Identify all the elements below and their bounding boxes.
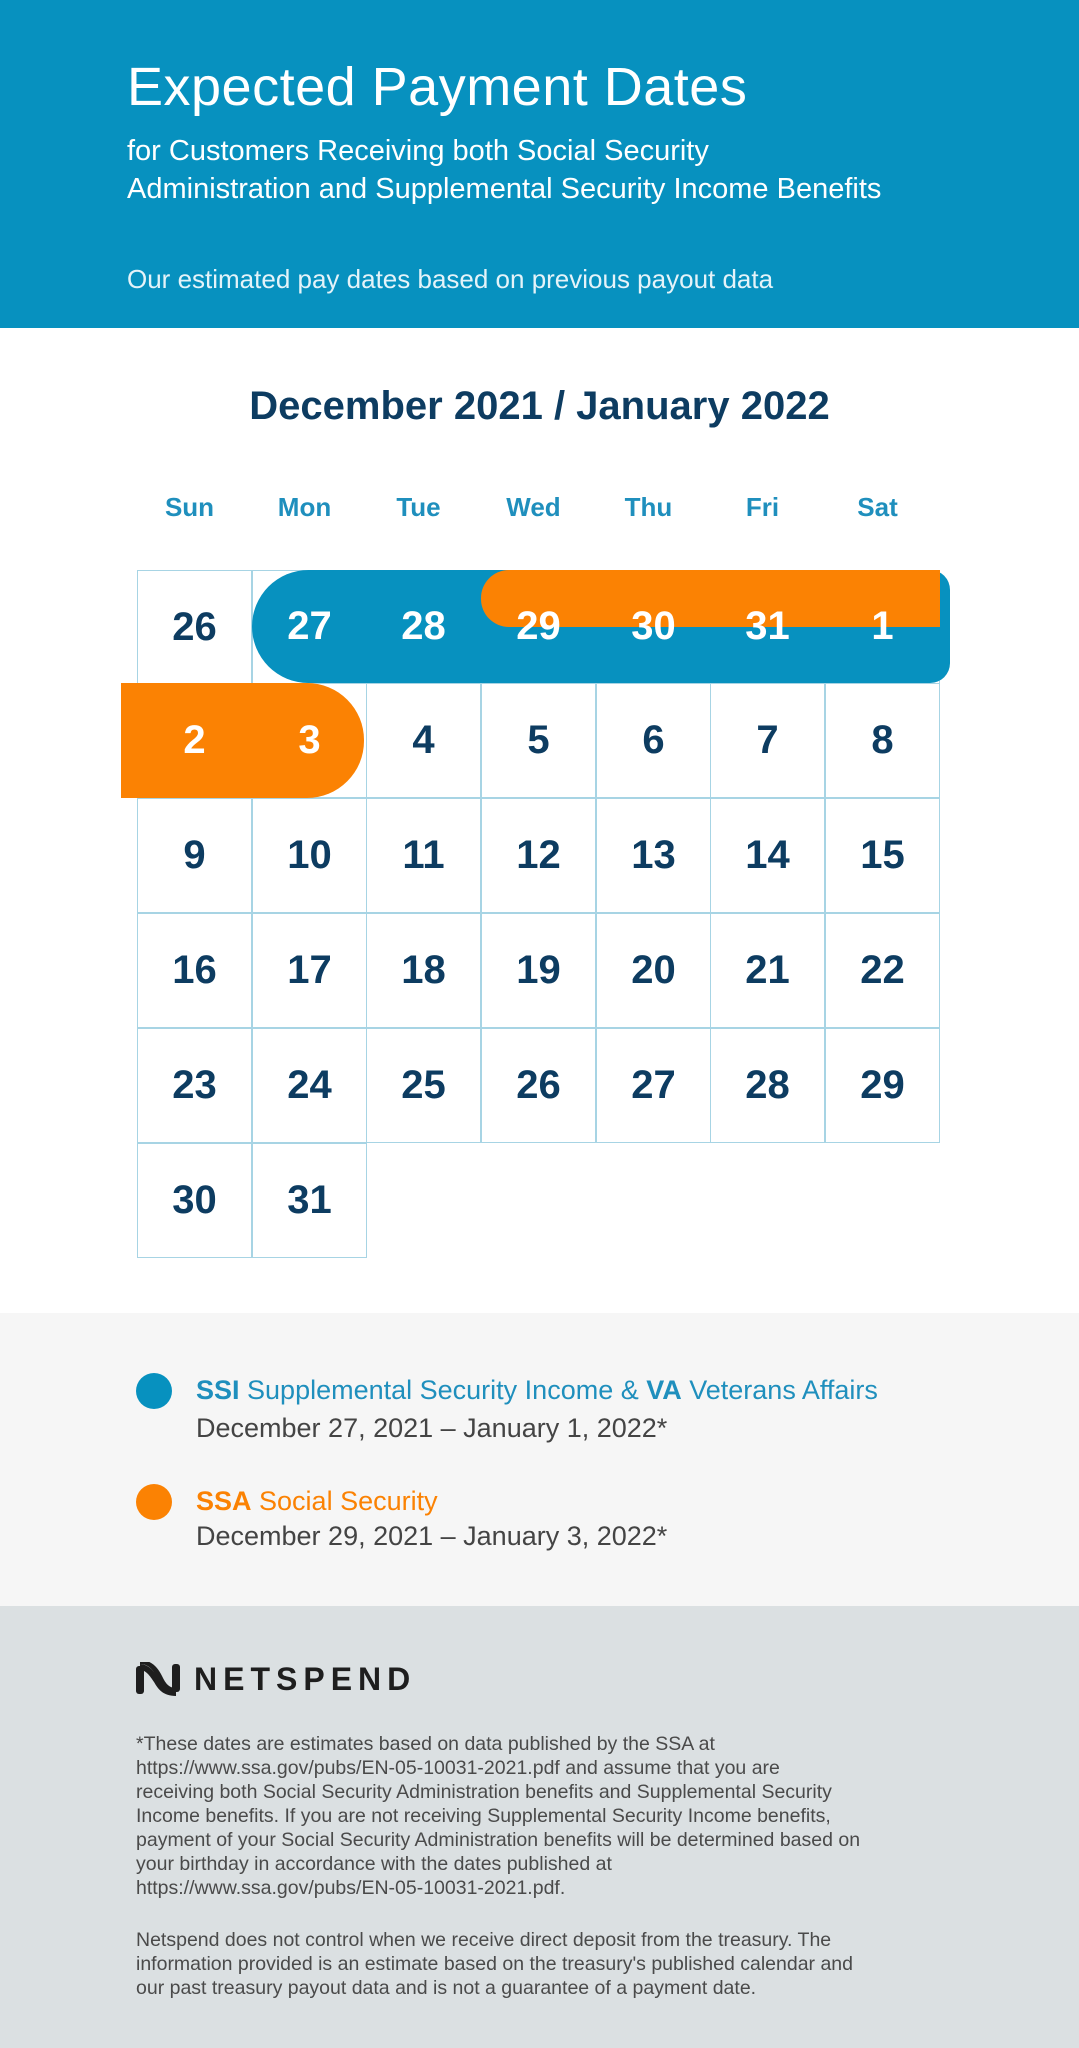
ssi-text: Supplemental Security Income & <box>239 1375 647 1405</box>
day-number: 4 <box>412 718 435 762</box>
ssi-legend-dates: December 27, 2021 – January 1, 2022* <box>196 1413 668 1443</box>
weekday-mon: Mon <box>277 492 332 522</box>
day-number: 20 <box>631 948 676 992</box>
ssa-text: Social Security <box>251 1486 438 1516</box>
day-number: 29 <box>860 1063 905 1107</box>
weekday-fri: Fri <box>745 492 780 522</box>
weekday-wed: Wed <box>506 492 561 522</box>
ssi-legend-dot <box>136 1373 172 1409</box>
weekday-tue: Tue <box>396 492 441 522</box>
va-abbr: VA <box>646 1375 682 1405</box>
day-number: 25 <box>401 1063 446 1107</box>
disclaimer-line: your birthday in accordance with the dates published at <box>136 1853 612 1875</box>
weekday-thu: Thu <box>624 492 673 522</box>
ssa-legend-dates: December 29, 2021 – January 3, 2022* <box>196 1521 668 1551</box>
day-number: 8 <box>871 718 894 762</box>
disclaimer-line: our past treasury payout data and is not a guarantee of a payment date. <box>136 1977 757 1999</box>
page-title: Expected Payment Dates <box>127 57 748 117</box>
day-number: 21 <box>745 948 790 992</box>
day-number: 31 <box>745 604 790 648</box>
day-number: 29 <box>516 604 561 648</box>
disclaimer-treasury <box>136 1928 956 2000</box>
day-number: 18 <box>401 948 446 992</box>
ssa-legend-title <box>196 1486 438 1517</box>
day-number: 16 <box>172 948 217 992</box>
ssa-legend-dot <box>136 1484 172 1520</box>
day-number: 27 <box>287 604 332 648</box>
day-number: 27 <box>631 1063 676 1107</box>
disclaimer-line: Income benefits. If you are not receiving Supplemental Security Income benefits, <box>136 1805 831 1827</box>
disclaimer-line: Netspend does not control when we receive direct deposit from the treasury. The <box>136 1929 832 1951</box>
day-number: 10 <box>287 833 332 877</box>
weekday-sat: Sat <box>857 492 898 522</box>
subtitle-line-2: Administration and Supplemental Security Income Benefits <box>127 173 882 205</box>
disclaimer-line: receiving both Social Security Administration benefits and Supplemental Security <box>136 1781 832 1803</box>
calendar-title: December 2021 / January 2022 <box>249 384 830 428</box>
header-banner <box>0 0 1079 328</box>
disclaimer-line: https://www.ssa.gov/pubs/EN-05-10031-2021.pdf. <box>136 1877 566 1899</box>
day-number: 30 <box>172 1178 217 1222</box>
day-number: 23 <box>172 1063 217 1107</box>
day-number: 30 <box>631 604 676 648</box>
day-number: 14 <box>745 833 790 877</box>
day-number: 28 <box>745 1063 790 1107</box>
disclaimer-line: *These dates are estimates based on data published by the SSA at <box>136 1733 715 1755</box>
day-number: 2 <box>183 718 206 762</box>
legend <box>0 1313 1079 1606</box>
day-number: 31 <box>287 1178 332 1222</box>
day-number: 24 <box>287 1063 332 1107</box>
disclaimer-line: payment of your Social Security Administration benefits will be determined based on <box>136 1829 861 1851</box>
day-number: 28 <box>401 604 446 648</box>
disclaimer-line: https://www.ssa.gov/pubs/EN-05-10031-2021.pdf and assume that you are <box>136 1757 780 1779</box>
disclaimer-estimates <box>136 1732 956 1900</box>
ssi-abbr: SSI <box>196 1375 240 1405</box>
day-number: 17 <box>287 948 332 992</box>
day-number: 9 <box>183 833 206 877</box>
netspend-logo <box>136 1662 416 1696</box>
va-text: Veterans Affairs <box>681 1375 878 1405</box>
day-number: 13 <box>631 833 676 877</box>
day-number: 7 <box>756 718 779 762</box>
header-note: Our estimated pay dates based on previous payout data <box>127 264 774 294</box>
day-number: 11 <box>402 833 445 877</box>
day-number: 1 <box>871 604 894 648</box>
footer <box>0 1606 1079 2048</box>
day-number: 26 <box>516 1063 561 1107</box>
day-number: 12 <box>516 833 561 877</box>
netspend-logo-icon <box>136 1662 180 1696</box>
day-number: 26 <box>172 605 217 649</box>
ssa-abbr: SSA <box>196 1486 252 1516</box>
disclaimer-line: information provided is an estimate based on the treasury's published calendar and <box>136 1953 853 1975</box>
day-number: 5 <box>527 718 550 762</box>
subtitle-line-1: for Customers Receiving both Social Security <box>127 135 709 167</box>
day-number: 15 <box>860 833 905 877</box>
weekday-sun: Sun <box>164 492 215 522</box>
brand-name: NETSPEND <box>194 1660 417 1697</box>
ssi-legend-title <box>196 1375 878 1406</box>
day-number: 3 <box>298 718 321 762</box>
page-subtitle <box>127 132 1027 208</box>
day-number: 6 <box>642 718 665 762</box>
day-number: 19 <box>516 948 561 992</box>
day-number: 22 <box>860 948 905 992</box>
